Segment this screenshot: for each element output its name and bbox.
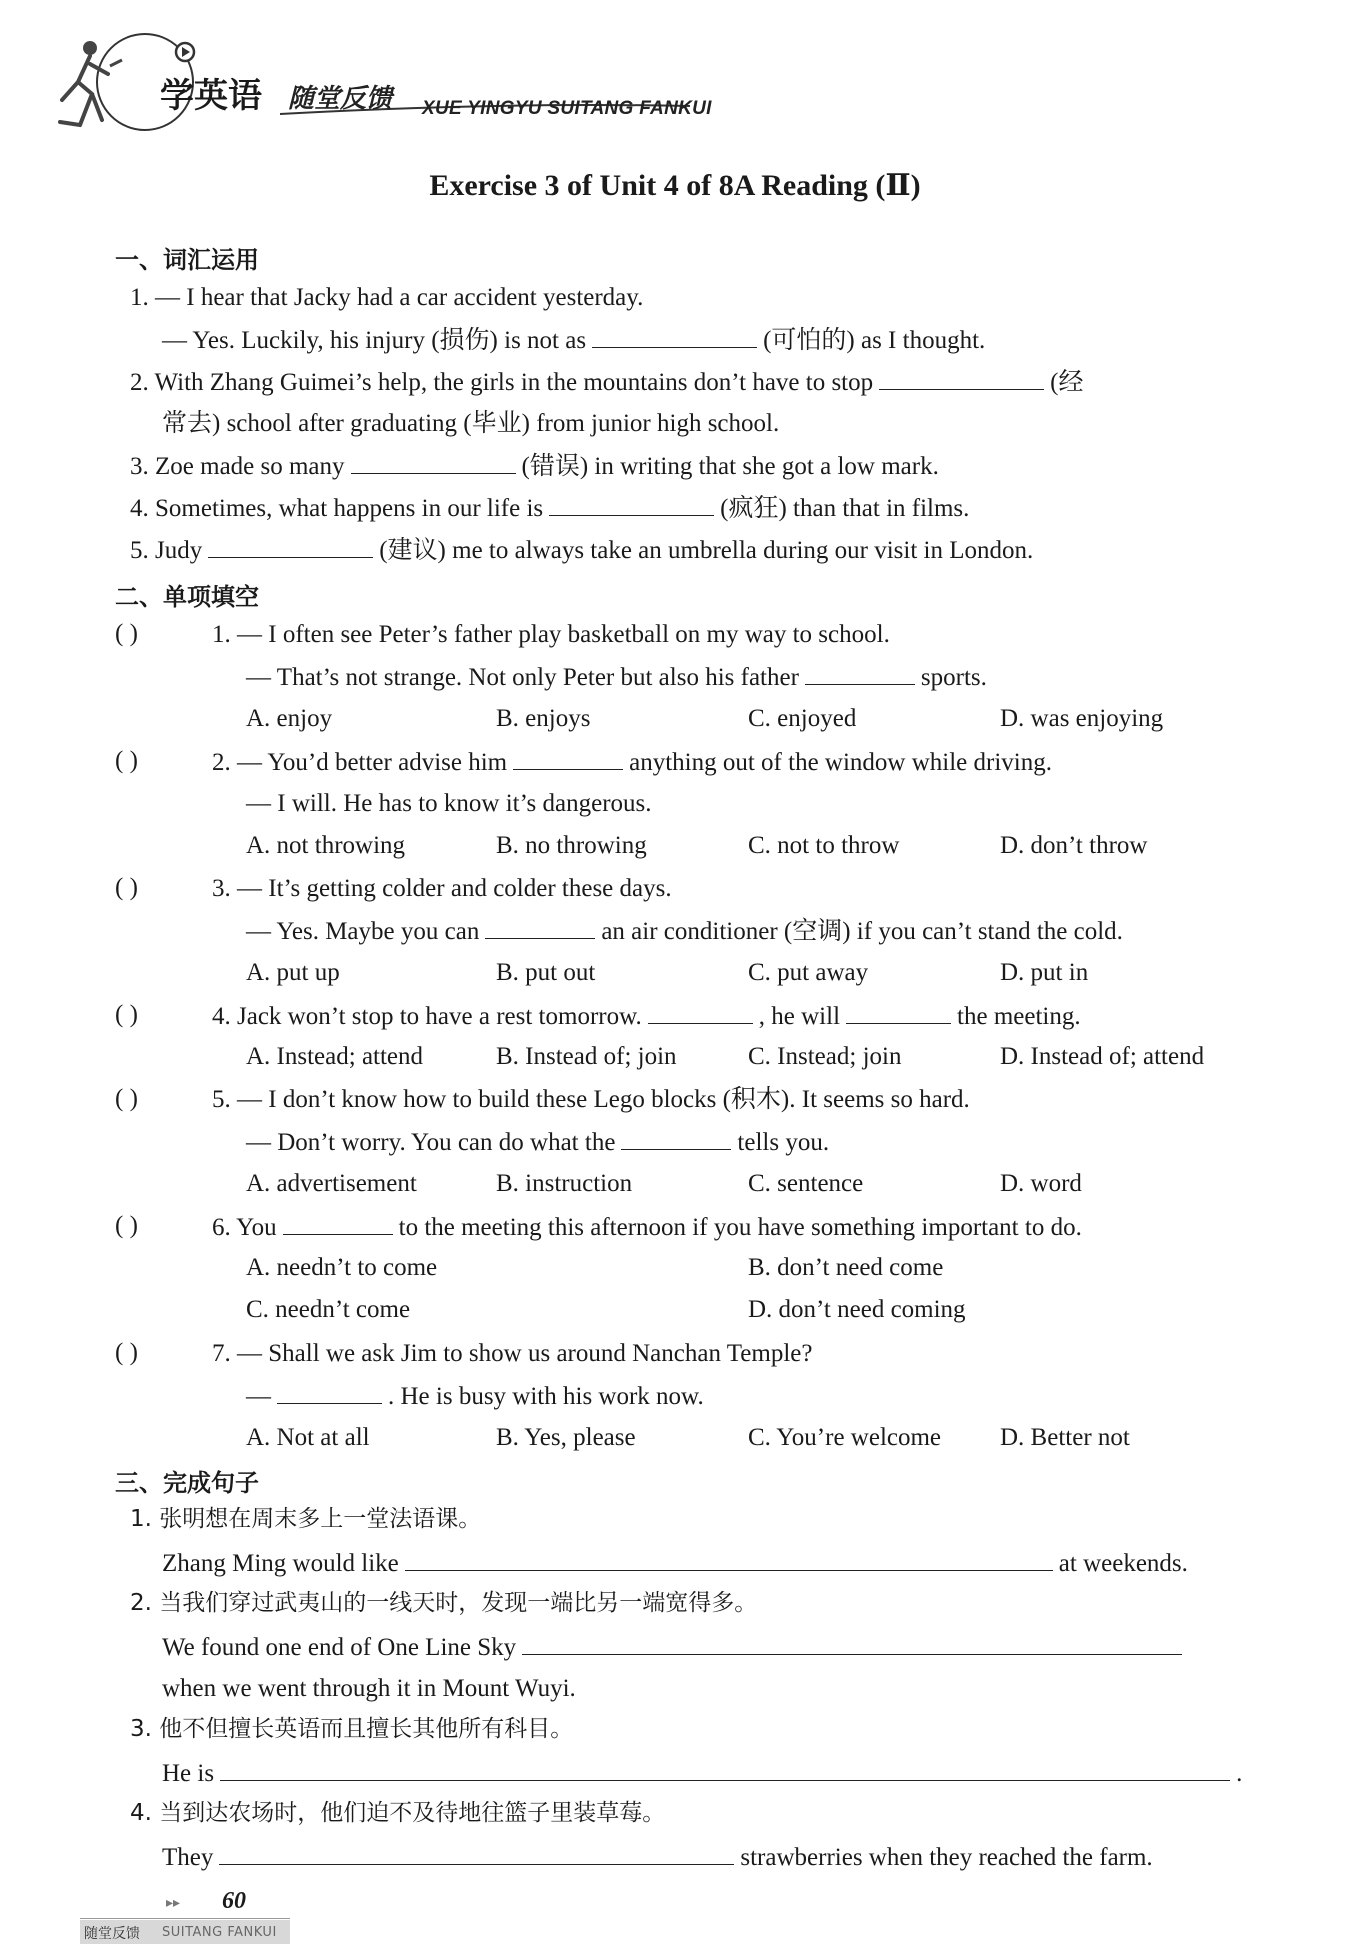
s2-q6-text-end: to the meeting this afternoon if you have something important to do. [398, 1214, 1082, 1241]
s3-q4-blank[interactable] [219, 1842, 734, 1865]
s1-q3-hint: (错误) in writing that she got a low mark. [521, 453, 939, 480]
s1-q1-line2 [162, 325, 985, 356]
s2-q2-option-d[interactable]: D. don’t throw [1000, 832, 1148, 859]
s3-q2-line2: when we went through it in Mount Wuyi. [162, 1675, 576, 1702]
s2-q4-blank-1[interactable] [648, 1001, 753, 1024]
s2-q4-option-b[interactable]: B. Instead of; join [496, 1043, 677, 1070]
s1-q4-blank[interactable] [549, 493, 714, 516]
s1-q2-line1 [130, 367, 1083, 398]
s2-q1-line2 [246, 662, 987, 693]
s2-q7-line1: 7. — Shall we ask Jim to show us around Nanchan Temple? [212, 1340, 813, 1367]
footer-divider [80, 1918, 290, 1919]
s3-q2-prompt: 2. 当我们穿过武夷山的一线天时，发现一端比另一端宽得多。 [130, 1590, 758, 1616]
s3-q1-line [162, 1548, 1188, 1579]
s2-q6-option-a[interactable]: A. needn’t to come [246, 1254, 438, 1281]
s2-q7-option-b[interactable]: B. Yes, please [496, 1424, 636, 1451]
s2-q4-line1 [212, 1001, 1081, 1032]
s2-q2-line1 [212, 747, 1052, 778]
s2-q5-option-d[interactable]: D. word [1000, 1170, 1082, 1197]
s2-q2-text-end: anything out of the window while driving. [629, 749, 1052, 776]
s2-q6-answer-paren[interactable]: ( ) [115, 1212, 138, 1239]
page-title: Exercise 3 of Unit 4 of 8A Reading (Ⅱ) [429, 169, 921, 202]
s2-q5-option-b[interactable]: B. instruction [496, 1170, 633, 1197]
footer-tag-en: SUITANG FANKUI [162, 1925, 277, 1940]
s2-q5-option-c[interactable]: C. sentence [748, 1170, 864, 1197]
s3-q4-text-end: strawberries when they reached the farm. [740, 1844, 1153, 1871]
s2-q3-option-b[interactable]: B. put out [496, 959, 596, 986]
s2-q4-text: 4. Jack won’t stop to have a rest tomorrow. [212, 1003, 642, 1030]
s1-q5-blank[interactable] [208, 535, 373, 558]
s1-q5-hint: (建议) me to always take an umbrella during our visit in London. [379, 537, 1034, 564]
s1-q1-blank[interactable] [592, 325, 757, 348]
runner-logo-icon [50, 30, 750, 140]
s2-q6-option-b[interactable]: B. don’t need come [748, 1254, 944, 1281]
s2-q3-option-c[interactable]: C. put away [748, 959, 869, 986]
s2-q5-option-a[interactable]: A. advertisement [246, 1170, 417, 1197]
s1-q2-text: 2. With Zhang Guimei’s help, the girls in the mountains don’t have to stop [130, 369, 874, 396]
s3-q1-blank[interactable] [405, 1548, 1053, 1571]
s2-q7-blank[interactable] [277, 1381, 382, 1404]
s3-q2-line1 [162, 1632, 1188, 1663]
s1-q3-line [130, 451, 939, 482]
s2-q2-blank[interactable] [513, 747, 623, 770]
s2-q3-text: — Yes. Maybe you can [246, 918, 480, 945]
s2-q2-option-c[interactable]: C. not to throw [748, 832, 900, 859]
s2-q7-option-a[interactable]: A. Not at all [246, 1424, 370, 1451]
s1-q4-line [130, 493, 969, 524]
s2-q2-answer-paren[interactable]: ( ) [115, 747, 138, 774]
s1-q3-text: 3. Zoe made so many [130, 453, 345, 480]
section-3-heading: 三、完成句子 [115, 1469, 259, 1497]
s2-q3-option-d[interactable]: D. put in [1000, 959, 1089, 986]
s2-q5-answer-paren[interactable]: ( ) [115, 1085, 138, 1112]
s3-q2-blank[interactable] [522, 1632, 1182, 1655]
s3-q1-prompt: 1. 张明想在周末多上一堂法语课。 [130, 1506, 482, 1532]
s2-q6-blank[interactable] [283, 1212, 393, 1235]
s3-q3-line [162, 1758, 1242, 1789]
s2-q1-blank[interactable] [805, 662, 915, 685]
s1-q3-blank[interactable] [351, 451, 516, 474]
logo-pinyin: XUE YINGYU SUITANG FANKUI [422, 98, 712, 119]
section-1-heading: 一、词汇运用 [115, 246, 259, 274]
s3-q2-text: We found one end of One Line Sky [162, 1634, 517, 1661]
page-number: 60 [222, 1888, 246, 1914]
logo-chinese-subtitle: 随堂反馈 [288, 84, 393, 114]
s3-q3-text-end: . [1236, 1760, 1243, 1787]
s2-q1-option-c[interactable]: C. enjoyed [748, 705, 857, 732]
s2-q3-blank[interactable] [485, 916, 595, 939]
s2-q1-option-a[interactable]: A. enjoy [246, 705, 333, 732]
s1-q2-blank[interactable] [879, 367, 1044, 390]
s2-q2-option-b[interactable]: B. no throwing [496, 832, 647, 859]
s2-q5-blank[interactable] [621, 1127, 731, 1150]
s2-q2-line2: — I will. He has to know it’s dangerous. [246, 790, 652, 817]
footer-tag [80, 1920, 290, 1944]
s1-q1-hint: (可怕的) as I thought. [763, 327, 986, 354]
s2-q1-option-d[interactable]: D. was enjoying [1000, 705, 1164, 732]
s2-q3-option-a[interactable]: A. put up [246, 959, 340, 986]
footer-arrow-icon: ▸▸ [166, 1896, 181, 1911]
s1-q1-line1: 1. — I hear that Jacky had a car accident yesterday. [130, 284, 644, 311]
s3-q1-text-end: at weekends. [1058, 1550, 1188, 1577]
s3-q4-text: They [162, 1844, 214, 1871]
section-2-heading: 二、单项填空 [115, 583, 259, 611]
s2-q4-option-a[interactable]: A. Instead; attend [246, 1043, 424, 1070]
s2-q3-answer-paren[interactable]: ( ) [115, 874, 138, 901]
s2-q6-line1 [212, 1212, 1082, 1243]
s1-q4-hint: (疯狂) than that in films. [720, 495, 970, 522]
s2-q3-line2 [246, 916, 1123, 947]
s2-q1-text-end: sports. [920, 664, 987, 691]
footer-tag-cn: 随堂反馈 [84, 1926, 140, 1942]
s3-q3-text: He is [162, 1760, 215, 1787]
s2-q5-text: — Don’t worry. You can do what the [246, 1129, 616, 1156]
s2-q7-line2 [246, 1381, 704, 1412]
s2-q7-text-end: . He is busy with his work now. [388, 1383, 704, 1410]
s3-q4-prompt: 4. 当到达农场时，他们迫不及待地往篮子里装草莓。 [130, 1800, 666, 1826]
logo-chinese-title: 学英语 [160, 76, 262, 116]
s1-q4-text: 4. Sometimes, what happens in our life is [130, 495, 544, 522]
s2-q7-answer-paren[interactable]: ( ) [115, 1339, 138, 1366]
s1-q1-text: — Yes. Luckily, his injury (损伤) is not as [162, 327, 587, 354]
s2-q3-line1: 3. — It’s getting colder and colder these days. [212, 875, 672, 902]
s3-q1-text: Zhang Ming would like [162, 1550, 399, 1577]
s3-q3-blank[interactable] [220, 1758, 1230, 1781]
s2-q1-text: — That’s not strange. Not only Peter but also his father [246, 664, 799, 691]
s2-q5-line1: 5. — I don’t know how to build these Lego blocks (积木). It seems so hard. [212, 1086, 970, 1113]
s2-q1-line1: 1. — I often see Peter’s father play basketball on my way to school. [212, 621, 890, 648]
s2-q6-option-c[interactable]: C. needn’t come [246, 1296, 411, 1323]
s2-q3-text-end: an air conditioner (空调) if you can’t stand the cold. [601, 918, 1123, 945]
s2-q4-option-c[interactable]: C. Instead; join [748, 1043, 902, 1070]
s2-q2-option-a[interactable]: A. not throwing [246, 832, 406, 859]
s2-q4-text-end: the meeting. [957, 1003, 1081, 1030]
s2-q5-text-end: tells you. [737, 1129, 830, 1156]
s2-q4-option-d[interactable]: D. Instead of; attend [1000, 1043, 1205, 1070]
header-logo [50, 30, 750, 140]
s2-q7-dash: — [246, 1383, 271, 1410]
s2-q5-line2 [246, 1127, 829, 1158]
s2-q7-option-c[interactable]: C. You’re welcome [748, 1424, 942, 1451]
s1-q2-hint: (经 [1050, 369, 1084, 396]
s2-q2-text: 2. — You’d better advise him [212, 749, 508, 776]
s3-q4-line [162, 1842, 1153, 1873]
s2-q6-option-d[interactable]: D. don’t need coming [748, 1296, 966, 1323]
s3-q3-prompt: 3. 他不但擅长英语而且擅长其他所有科目。 [130, 1716, 574, 1742]
s1-q2-line2: 常去) school after graduating (毕业) from junior high school. [162, 410, 780, 437]
s2-q4-blank-2[interactable] [846, 1001, 951, 1024]
s2-q4-text-mid: , he will [758, 1003, 841, 1030]
s2-q1-option-b[interactable]: B. enjoys [496, 705, 591, 732]
s1-q5-line [130, 535, 1033, 566]
s2-q4-answer-paren[interactable]: ( ) [115, 1001, 138, 1028]
s2-q6-text: 6. You [212, 1214, 277, 1241]
s2-q7-option-d[interactable]: D. Better not [1000, 1424, 1130, 1451]
s1-q5-text: 5. Judy [130, 537, 203, 564]
s2-q1-answer-paren[interactable]: ( ) [115, 620, 138, 647]
